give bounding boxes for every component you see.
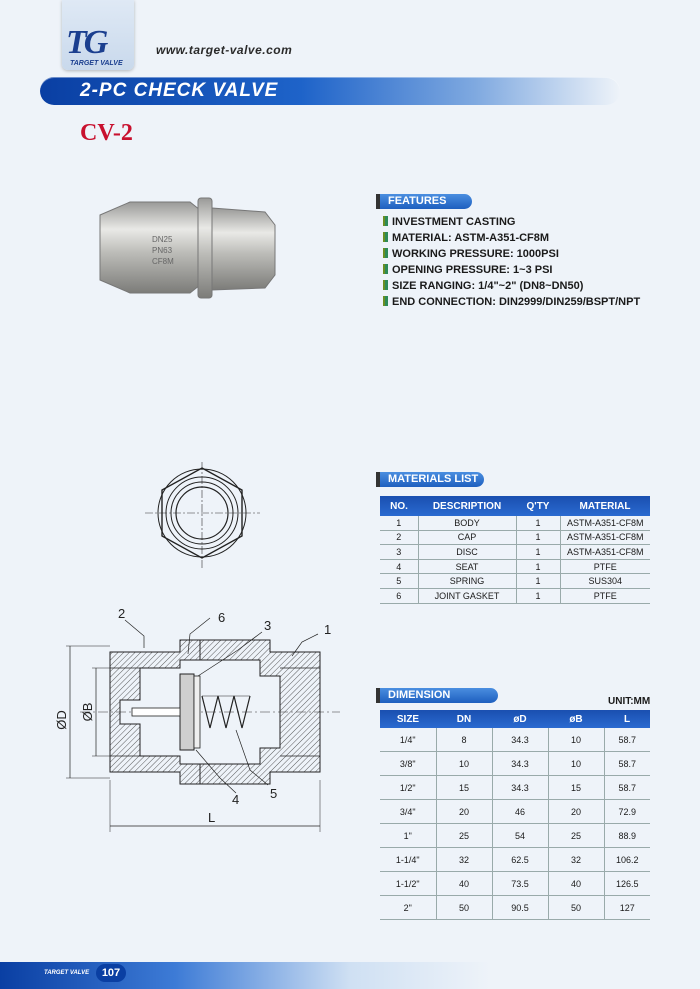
dim-length-label: L <box>208 810 216 825</box>
table-cell: 1 <box>380 516 418 530</box>
table-cell: 72.9 <box>604 800 650 824</box>
table-cell: 1-1/2" <box>380 872 436 896</box>
table-cell: 1" <box>380 824 436 848</box>
table-cell: 20 <box>436 800 492 824</box>
column-header: SIZE <box>380 710 436 728</box>
table-row <box>380 776 650 800</box>
column-header: øD <box>492 710 548 728</box>
table-cell: 58.7 <box>604 728 650 752</box>
table-cell: 6 <box>380 588 418 603</box>
table-cell: 106.2 <box>604 848 650 872</box>
table-cell: CAP <box>418 530 516 545</box>
table-cell: 58.7 <box>604 752 650 776</box>
table-cell: 88.9 <box>604 824 650 848</box>
photo-marking-2: PN63 <box>152 246 173 255</box>
table-cell: 1 <box>516 559 560 574</box>
table-cell: 62.5 <box>492 848 548 872</box>
unit-label: UNIT:MM <box>608 696 651 707</box>
table-cell: 15 <box>548 776 604 800</box>
callout-label: 6 <box>218 610 226 625</box>
feature-item: MATERIAL: ASTM-A351-CF8M <box>383 232 549 244</box>
table-row <box>380 574 650 589</box>
callout-label: 1 <box>324 622 332 637</box>
website-link[interactable]: www.target-valve.com <box>156 43 293 57</box>
column-header: DESCRIPTION <box>418 496 516 516</box>
table-cell: 1-1/4" <box>380 848 436 872</box>
feature-item: END CONNECTION: DIN2999/DIN259/BSPT/NPT <box>383 296 640 308</box>
table-cell: SUS304 <box>560 574 650 589</box>
table-cell: 10 <box>548 752 604 776</box>
table-cell: 1/2" <box>380 776 436 800</box>
dimension-heading: DIMENSION <box>380 688 498 703</box>
table-cell: 3 <box>380 545 418 560</box>
table-cell: 54 <box>492 824 548 848</box>
column-header: MATERIAL <box>560 496 650 516</box>
table-cell: BODY <box>418 516 516 530</box>
table-row <box>380 800 650 824</box>
feature-item: SIZE RANGING: 1/4"~2" (DN8~DN50) <box>383 280 583 292</box>
table-cell: 46 <box>492 800 548 824</box>
table-cell: 3/4" <box>380 800 436 824</box>
callout-label: 2 <box>118 606 126 621</box>
table-cell: PTFE <box>560 559 650 574</box>
dim-od-label: ØD <box>54 710 69 730</box>
table-row <box>380 728 650 752</box>
table-row <box>380 545 650 560</box>
table-cell: 10 <box>548 728 604 752</box>
table-cell: 32 <box>548 848 604 872</box>
feature-item: INVESTMENT CASTING <box>383 216 515 228</box>
footer-brand: TARGET VALVE <box>44 970 90 976</box>
table-cell: 1 <box>516 574 560 589</box>
table-row <box>380 516 650 530</box>
photo-marking-3: CF8M <box>152 257 174 266</box>
column-header: DN <box>436 710 492 728</box>
callout-label: 3 <box>264 618 272 633</box>
table-cell: 34.3 <box>492 776 548 800</box>
table-row <box>380 752 650 776</box>
table-cell: ASTM-A351-CF8M <box>560 530 650 545</box>
valve-cap <box>212 208 275 290</box>
table-row <box>380 896 650 920</box>
model-number: CV-2 <box>80 120 133 146</box>
table-cell: 2" <box>380 896 436 920</box>
table-cell: DISC <box>418 545 516 560</box>
table-cell: 50 <box>436 896 492 920</box>
callout-label: 5 <box>270 786 278 801</box>
materials-heading: MATERIALS LIST <box>380 472 484 487</box>
brand-logo-caption: TARGET VALVE <box>70 60 123 67</box>
table-row <box>380 588 650 603</box>
table-cell: 73.5 <box>492 872 548 896</box>
section-drawing <box>40 600 350 840</box>
valve-joint-ring <box>198 198 212 298</box>
table-row <box>380 559 650 574</box>
column-header: L <box>604 710 650 728</box>
table-cell: 32 <box>436 848 492 872</box>
table-cell: 34.3 <box>492 728 548 752</box>
table-cell: 10 <box>436 752 492 776</box>
table-cell: 1 <box>516 588 560 603</box>
table-cell: 40 <box>548 872 604 896</box>
photo-marking-1: DN25 <box>152 235 173 244</box>
table-cell: 15 <box>436 776 492 800</box>
table-cell: ASTM-A351-CF8M <box>560 545 650 560</box>
page-number: 107 <box>96 964 126 982</box>
table-cell: 34.3 <box>492 752 548 776</box>
table-cell: 58.7 <box>604 776 650 800</box>
table-cell: 90.5 <box>492 896 548 920</box>
table-cell: 1 <box>516 545 560 560</box>
table-row <box>380 824 650 848</box>
column-header: Q'TY <box>516 496 560 516</box>
table-cell: 1 <box>516 516 560 530</box>
table-cell: 25 <box>548 824 604 848</box>
page-title: 2-PC CHECK VALVE <box>80 80 279 101</box>
table-cell: 127 <box>604 896 650 920</box>
table-cell: SPRING <box>418 574 516 589</box>
table-cell: 126.5 <box>604 872 650 896</box>
table-cell: ASTM-A351-CF8M <box>560 516 650 530</box>
table-cell: 8 <box>436 728 492 752</box>
dimension-table <box>380 710 650 920</box>
disc <box>180 674 194 750</box>
table-cell: 25 <box>436 824 492 848</box>
product-photo <box>90 190 280 305</box>
table-cell: 1/4" <box>380 728 436 752</box>
table-row <box>380 848 650 872</box>
column-header: øB <box>548 710 604 728</box>
table-cell: 40 <box>436 872 492 896</box>
table-row <box>380 872 650 896</box>
table-cell: 1 <box>516 530 560 545</box>
table-cell: PTFE <box>560 588 650 603</box>
table-header-row <box>380 496 650 516</box>
table-cell: 4 <box>380 559 418 574</box>
table-cell: 2 <box>380 530 418 545</box>
seat <box>194 676 200 748</box>
table-header-row <box>380 710 650 728</box>
feature-item: OPENING PRESSURE: 1~3 PSI <box>383 264 552 276</box>
dim-ob-label: ØB <box>80 702 95 722</box>
table-cell: 20 <box>548 800 604 824</box>
valve-body-hex <box>100 202 200 293</box>
materials-table <box>380 496 650 604</box>
table-cell: 5 <box>380 574 418 589</box>
column-header: NO. <box>380 496 418 516</box>
features-heading: FEATURES <box>380 194 472 209</box>
brand-logo: TG <box>66 24 106 61</box>
feature-item: WORKING PRESSURE: 1000PSI <box>383 248 559 260</box>
table-row <box>380 530 650 545</box>
end-view-drawing <box>140 460 280 570</box>
table-cell: SEAT <box>418 559 516 574</box>
callout-label: 4 <box>232 792 240 807</box>
table-cell: 3/8" <box>380 752 436 776</box>
table-cell: 50 <box>548 896 604 920</box>
table-cell: JOINT GASKET <box>418 588 516 603</box>
